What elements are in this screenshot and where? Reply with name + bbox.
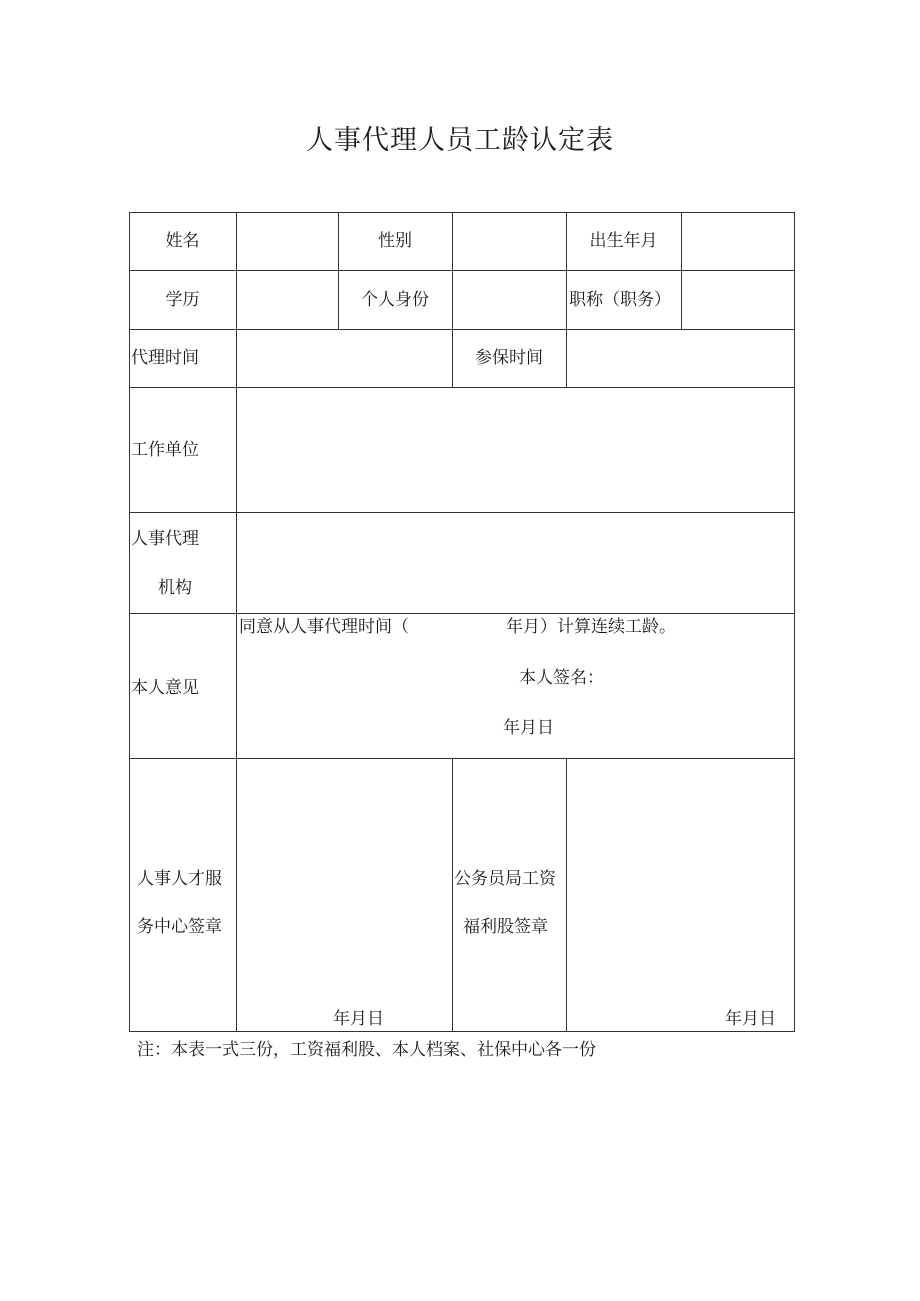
label-opinion: 本人意见 [131,678,199,698]
identity-field[interactable] [453,271,566,329]
opinion-date: 年月日 [503,718,554,738]
border-bottom [129,1031,795,1032]
footnote: 注：本表一式三份，工资福利股、本人档案、社保中心各一份 [137,1040,596,1060]
label-center-seal-line1: 人事人才服 [137,869,222,889]
bureau-seal-date: 年月日 [725,1009,776,1029]
birth-field[interactable] [682,213,794,270]
opinion-statement-suffix: 年月）计算连续工龄。 [506,617,676,637]
label-agency-org-line2: 机构 [158,578,192,598]
education-field[interactable] [237,271,338,329]
insurance-time-field[interactable] [567,330,794,387]
opinion-statement-prefix: 同意从人事代理时间（ [239,617,409,637]
label-agency-org-line1: 人事代理 [131,529,199,549]
label-title-position: 职称（职务） [569,290,671,310]
label-name: 姓名 [165,231,200,251]
gender-field[interactable] [453,213,566,270]
title-position-field[interactable] [682,271,794,329]
label-identity: 个人身份 [361,290,429,310]
agency-org-field[interactable] [237,513,794,613]
label-bureau-seal-line2: 福利股签章 [463,917,548,937]
label-bureau-seal-line1: 公务员局工资 [454,869,556,889]
label-agency-time: 代理时间 [131,348,199,368]
center-seal-field[interactable] [237,759,452,1031]
label-education: 学历 [165,290,200,310]
center-seal-date: 年月日 [333,1009,384,1029]
work-unit-field[interactable] [237,388,794,512]
border-right [794,212,795,1032]
form-table [129,212,795,1032]
bureau-seal-field[interactable] [567,759,794,1031]
page-title: 人事代理人员工龄认定表 [306,125,614,156]
label-insurance-time: 参保时间 [475,348,543,368]
col-divider [452,758,453,1032]
border-left [129,212,130,1032]
row-divider [129,613,795,614]
label-gender: 性别 [378,231,412,251]
col-divider [338,212,339,329]
label-work-unit: 工作单位 [131,440,199,460]
agency-time-field[interactable] [237,330,452,387]
opinion-signature: 本人签名： [519,668,604,688]
label-center-seal-line2: 务中心签章 [137,917,222,937]
name-field[interactable] [237,213,338,270]
label-birth: 出生年月 [589,231,658,251]
